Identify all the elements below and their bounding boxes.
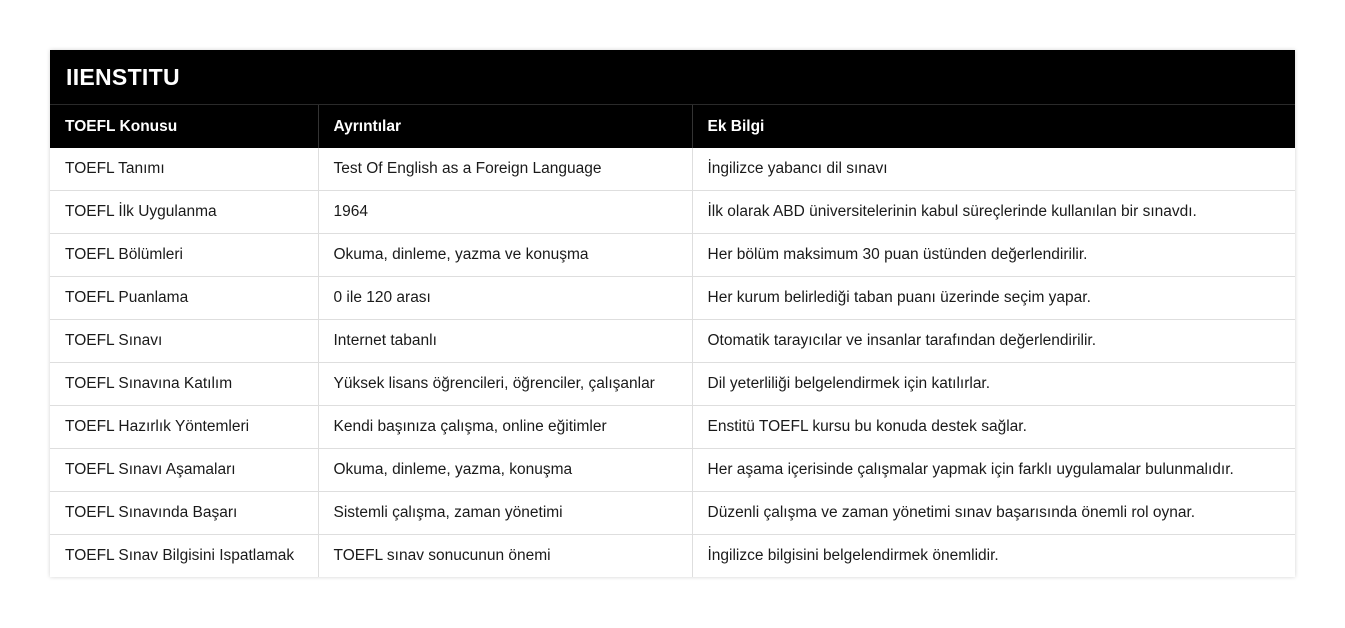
cell-details: Sistemli çalışma, zaman yönetimi bbox=[318, 492, 692, 535]
table-row bbox=[50, 535, 1295, 578]
table-row bbox=[50, 148, 1295, 191]
cell-topic: TOEFL Puanlama bbox=[50, 277, 318, 320]
cell-topic: TOEFL Hazırlık Yöntemleri bbox=[50, 406, 318, 449]
table-row bbox=[50, 277, 1295, 320]
table-row bbox=[50, 449, 1295, 492]
cell-extra-info: Her kurum belirlediği taban puanı üzerinde seçim yapar. bbox=[692, 277, 1295, 320]
cell-extra-info: Dil yeterliliği belgelendirmek için katılırlar. bbox=[692, 363, 1295, 406]
cell-extra-info: Her bölüm maksimum 30 puan üstünden değerlendirilir. bbox=[692, 234, 1295, 277]
cell-details: 0 ile 120 arası bbox=[318, 277, 692, 320]
cell-topic: TOEFL Sınav Bilgisini Ispatlamak bbox=[50, 535, 318, 578]
table-row bbox=[50, 492, 1295, 535]
cell-details: Okuma, dinleme, yazma, konuşma bbox=[318, 449, 692, 492]
data-table bbox=[50, 105, 1295, 577]
table-row bbox=[50, 363, 1295, 406]
table-row bbox=[50, 406, 1295, 449]
cell-details: Kendi başınıza çalışma, online eğitimler bbox=[318, 406, 692, 449]
column-header-extra-info: Ek Bilgi bbox=[692, 105, 1295, 148]
column-header-topic: TOEFL Konusu bbox=[50, 105, 318, 148]
cell-topic: TOEFL Sınavı bbox=[50, 320, 318, 363]
cell-topic: TOEFL Sınavı Aşamaları bbox=[50, 449, 318, 492]
cell-extra-info: Her aşama içerisinde çalışmalar yapmak için farklı uygulamalar bulunmalıdır. bbox=[692, 449, 1295, 492]
data-table-card bbox=[50, 50, 1295, 577]
table-row bbox=[50, 320, 1295, 363]
cell-topic: TOEFL İlk Uygulanma bbox=[50, 191, 318, 234]
table-row bbox=[50, 191, 1295, 234]
table-header bbox=[50, 105, 1295, 148]
brand-title: IIENSTITU bbox=[50, 50, 1295, 105]
header-row bbox=[50, 105, 1295, 148]
cell-details: 1964 bbox=[318, 191, 692, 234]
cell-extra-info: İlk olarak ABD üniversitelerinin kabul süreçlerinde kullanılan bir sınavdı. bbox=[692, 191, 1295, 234]
cell-topic: TOEFL Tanımı bbox=[50, 148, 318, 191]
table-body bbox=[50, 148, 1295, 577]
cell-details: Yüksek lisans öğrencileri, öğrenciler, çalışanlar bbox=[318, 363, 692, 406]
cell-extra-info: Enstitü TOEFL kursu bu konuda destek sağlar. bbox=[692, 406, 1295, 449]
cell-topic: TOEFL Bölümleri bbox=[50, 234, 318, 277]
cell-details: Test Of English as a Foreign Language bbox=[318, 148, 692, 191]
cell-topic: TOEFL Sınavında Başarı bbox=[50, 492, 318, 535]
cell-extra-info: İngilizce bilgisini belgelendirmek önemlidir. bbox=[707, 547, 999, 564]
cell-details: Internet tabanlı bbox=[318, 320, 692, 363]
cell-extra-info: Düzenli çalışma ve zaman yönetimi sınav başarısında önemli rol oynar. bbox=[692, 492, 1295, 535]
cell-topic: TOEFL Sınavına Katılım bbox=[50, 363, 318, 406]
cell-extra-info: Otomatik tarayıcılar ve insanlar tarafından değerlendirilir. bbox=[692, 320, 1295, 363]
cell-extra-info: İngilizce yabancı dil sınavı bbox=[692, 148, 1295, 191]
cell-details: TOEFL sınav sonucunun önemi bbox=[318, 535, 692, 578]
column-header-details: Ayrıntılar bbox=[318, 105, 692, 148]
table-row bbox=[50, 234, 1295, 277]
cell-details: Okuma, dinleme, yazma ve konuşma bbox=[318, 234, 692, 277]
